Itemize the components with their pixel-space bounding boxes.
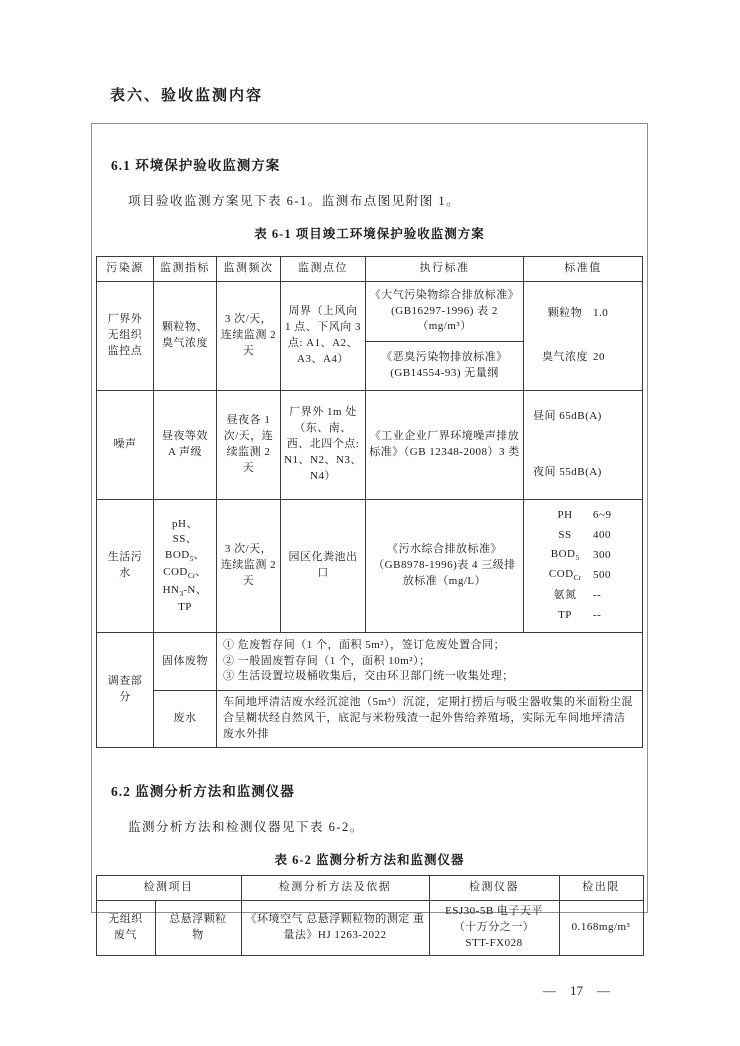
standard-cell: 《工业企业厂界环境噪声排放标准》（GB 12348-2008）3 类 [365, 391, 523, 500]
category-cell: 无组织 废气 [96, 901, 155, 956]
method-cell: 《环境空气 总悬浮颗粒物的测定 重量法》HJ 1263-2022 [241, 901, 429, 956]
table-row [96, 282, 642, 342]
footer-dash-right: — [597, 983, 610, 998]
frequency-cell: 3 次/天，连续监测 2 天 [216, 282, 280, 391]
table-6-1-caption: 表 6-1 项目竣工环境保护验收监测方案 [254, 227, 485, 241]
value-pair: TP -- [558, 609, 602, 622]
source-cell: 噪声 [96, 391, 153, 500]
solid-waste-content-cell: ① 危废暂存间（1 个，面积 5m²），签订危废处置合同； ② 一般固废暂存间（1 个，面积 10m²）； ③ 生活设置垃圾桶收集后，交由环卫部门统一收集处理； [216, 633, 642, 691]
col-header-location: 监测点位 [280, 257, 365, 282]
item-cell: 总悬浮颗粒 物 [155, 901, 241, 956]
col-header-instrument: 检测仪器 [429, 876, 559, 901]
col-header-detection-limit: 检出限 [559, 876, 643, 901]
value-pair: 氨氮 -- [553, 589, 602, 602]
wastewater-content-cell: 车间地坪清洁废水经沉淀池（5m³）沉淀，定期打捞后与吸尘器收集的米面粉尘混合呈糊状经自然风干，底泥与米粉残渣一起外售给养殖场，实际无车间地坪清洁废水外排 [216, 691, 642, 748]
page-number: 17 [570, 983, 583, 998]
wastewater-label-cell: 废水 [153, 691, 216, 748]
section-6-2-heading: 6.2 监测分析方法和监测仪器 [111, 784, 295, 799]
frequency-cell: 3 次/天，连续监测 2 天 [216, 500, 280, 633]
indicator-cell: pH、 SS、 $BOD_5$、 $COD_{Cr}$、 $HN_3-N$、 TP [153, 500, 216, 633]
table-row [96, 391, 642, 500]
location-cell: 周界（上风向 1 点、下风向 3 点: A1、A2、A3、A4） [280, 282, 365, 391]
table-row [96, 691, 642, 748]
value-pair: 颗粒物 1.0 [547, 307, 609, 320]
standard-cell: 《污水综合排放标准》（GB8978-1996)表 4 三级排放标准（mg/L） [365, 500, 523, 633]
table-6-1 [96, 256, 643, 748]
source-cell: 厂界外 无组织 监控点 [96, 282, 153, 391]
standard-cell-air: 《大气污染物综合排放标准》(GB16297-1996) 表 2（mg/m³） [365, 282, 523, 342]
instrument-cell: ESJ30-5B 电子天平 （十万分之一） STT-FX028 [429, 901, 559, 956]
value-pair: SS 400 [558, 529, 612, 542]
table-row [96, 633, 642, 691]
source-cell: 生活污 水 [96, 500, 153, 633]
standard-cell-odor: 《恶臭污染物排放标准》(GB14554-93) 无量纲 [365, 342, 523, 391]
frequency-cell: 昼夜各 1 次/天，连续监测 2 天 [216, 391, 280, 500]
table-6-2-caption: 表 6-2 监测分析方法和监测仪器 [274, 853, 465, 867]
value-pair: $COD_{Cr}$ 500 [548, 568, 612, 583]
page-title: 表六、验收监测内容 [110, 88, 264, 104]
col-header-frequency: 监测频次 [216, 257, 280, 282]
table-row [96, 257, 642, 282]
standard-value-cell [523, 282, 642, 391]
source-cell: 调查部 分 [96, 633, 153, 748]
section-6-2-paragraph: 监测分析方法和检测仪器见下表 6-2。 [128, 820, 364, 834]
content-frame [91, 123, 648, 949]
table-6-2 [96, 875, 644, 956]
value-pair: $BOD_5$ 300 [550, 548, 612, 563]
table-row [96, 901, 643, 956]
detection-limit-cell: 0.168mg/m³ [559, 901, 643, 956]
col-header-method: 检测分析方法及依据 [241, 876, 429, 901]
value-pair: 臭气浓度 20 [541, 351, 606, 363]
col-header-indicator: 监测指标 [153, 257, 216, 282]
col-header-test-item: 检测项目 [96, 876, 241, 901]
col-header-standard-value: 标准值 [523, 257, 642, 282]
table-row [96, 876, 643, 901]
location-cell: 园区化粪池出口 [280, 500, 365, 633]
indicator-cell: 颗粒物、臭气浓度 [153, 282, 216, 391]
section-6-1-heading: 6.1 环境保护验收监测方案 [111, 158, 281, 173]
location-cell: 厂界外 1m 处（东、南、西、北四个点: N1、N2、N3、N4） [280, 391, 365, 500]
indicator-cell: 昼夜等效 A 声级 [153, 391, 216, 500]
col-header-standard: 执行标准 [365, 257, 523, 282]
footer-dash-left: — [543, 983, 556, 998]
standard-value-cell: 昼间 65dB(A) 夜间 55dB(A) [523, 391, 642, 500]
col-header-pollution-source: 污染源 [96, 257, 153, 282]
solid-waste-label-cell: 固体废物 [153, 633, 216, 691]
value-pair: PH 6~9 [557, 509, 612, 522]
table-row [96, 500, 642, 633]
section-6-1-paragraph: 项目验收监测方案见下表 6-1。监测布点图见附图 1。 [128, 194, 461, 208]
standard-value-cell [523, 500, 642, 633]
